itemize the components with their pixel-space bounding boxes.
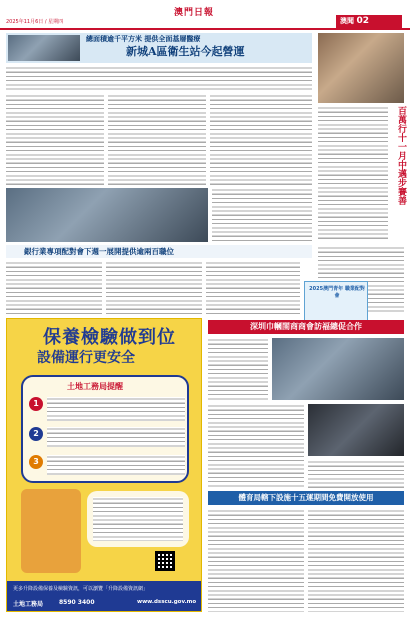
issue-date: 2025年11月6日 / 星期四 <box>6 19 64 25</box>
page-number: 02 <box>356 16 369 26</box>
shenzhen-column-1 <box>208 338 268 400</box>
shenzhen-photo <box>272 338 404 400</box>
ad-headline-2: 設備運行更安全 <box>37 350 135 366</box>
bank-story-title: 銀行業專項配對會下週一展開提供逾兩百職位 <box>24 247 174 256</box>
group-photo <box>6 188 208 242</box>
sports-story-title: 體育局轄下設施十五運期間免費開放使用 <box>208 491 404 505</box>
ad-footer-note: 更多升降設備保養及檢驗資訊，可以瀏覽「升降設備資訊網」 <box>13 586 149 592</box>
ad-step-1-text <box>47 397 185 421</box>
shenzhen-column-3 <box>308 460 404 488</box>
sports-column-1 <box>208 509 304 612</box>
ad-notice-box <box>21 375 189 483</box>
bank-column-3 <box>206 261 300 315</box>
lead-title: 新城A區衛生站今起營運 <box>126 45 245 58</box>
ad-headline-1: 保養檢驗做到位 <box>43 327 176 348</box>
ad-speech-text <box>93 497 183 541</box>
section-badge <box>336 15 402 28</box>
ad-footer-org: 土地工務局 <box>13 601 44 608</box>
qr-code[interactable] <box>155 551 175 571</box>
side-story-photo <box>318 33 404 103</box>
newspaper-logo: 澳門日報 <box>174 8 215 18</box>
ad-step-2-text <box>47 427 185 447</box>
lead-inset-photo <box>8 35 80 61</box>
lead-column-1 <box>6 94 104 186</box>
shenzhen-story-title: 深圳巾幗閨商商會訪福總促合作 <box>208 320 404 334</box>
lead-column-4 <box>212 188 312 242</box>
shenzhen-photo-2 <box>308 404 404 456</box>
ad-footer-url[interactable]: www.dsscu.gov.mo <box>137 599 197 605</box>
ad-speech-bubble <box>87 491 189 547</box>
page-header <box>0 0 410 30</box>
ad-step-3-text <box>47 455 185 475</box>
bank-column-2 <box>106 261 202 315</box>
section-name: 澳聞 <box>340 17 354 25</box>
bank-column-1 <box>6 261 102 315</box>
side-story-title: 百萬行十一月中邁步賽善 <box>396 106 406 205</box>
step-3-badge: 3 <box>29 455 43 469</box>
shenzhen-column-2 <box>208 404 304 488</box>
side-story-text <box>318 106 388 242</box>
lift-safety-advertisement <box>6 318 202 612</box>
lead-intro-text <box>6 66 312 90</box>
ad-notice-title: 土地工務局提醒 <box>67 382 123 391</box>
ad-worker-illustration <box>21 489 81 573</box>
sports-column-2 <box>308 509 404 612</box>
step-2-badge: 2 <box>29 427 43 441</box>
step-1-badge: 1 <box>29 397 43 411</box>
ad-footer-phone: 8590 3400 <box>59 599 95 606</box>
lead-column-3 <box>210 94 312 186</box>
job-fair-badge-text: 2025澳門青年 職業配對會 <box>309 286 365 299</box>
lead-column-2 <box>108 94 206 186</box>
lead-subtitle: 總面積逾千平方米 提供全面基層醫療 <box>86 34 201 43</box>
